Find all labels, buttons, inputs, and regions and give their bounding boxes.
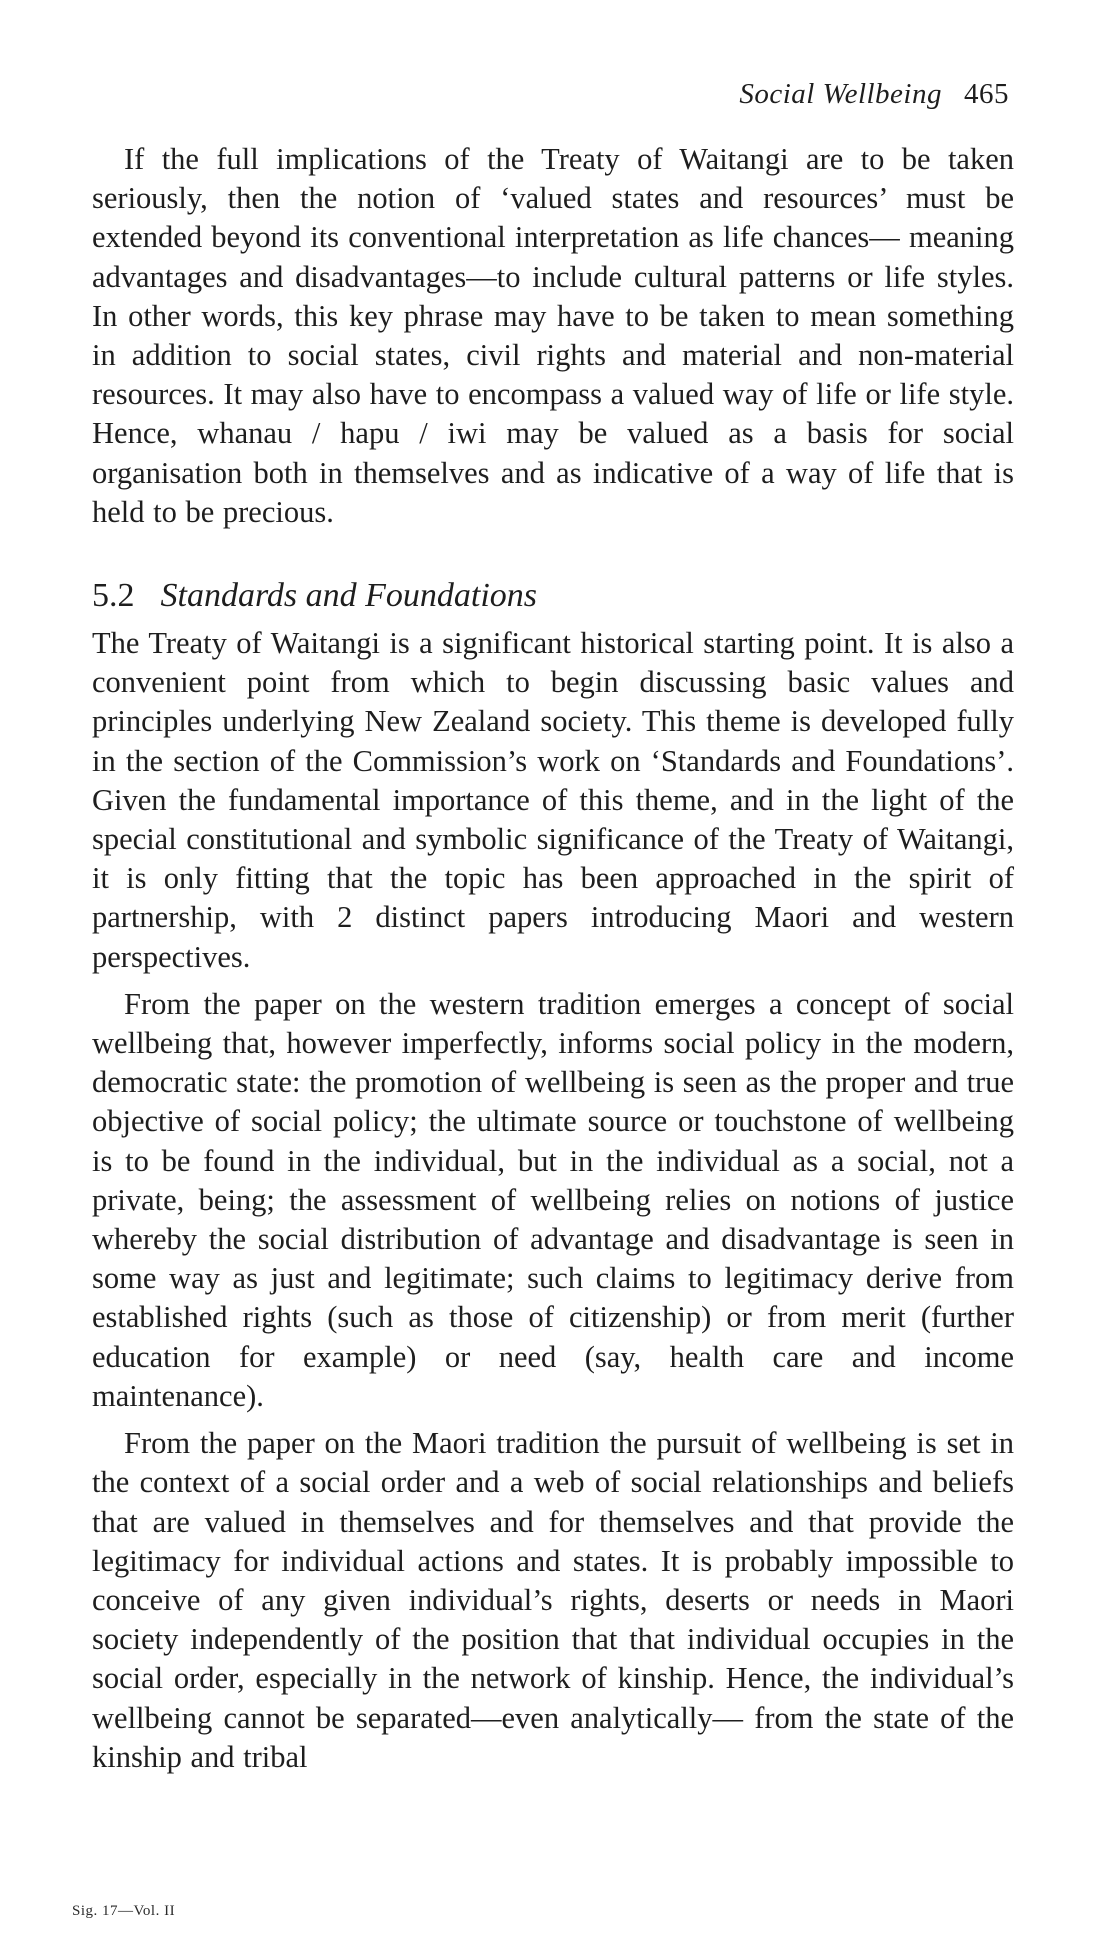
paragraph-maori-tradition: From the paper on the Maori tradition the pursuit of wellbeing is set in the context of a social order and a web of social relationships and beliefs that are valued in themselves and for themselves and that provide the legitimacy for individual actions and states. It is probably impossible to conceive of any given individual’s rights, deserts or needs in Maori society independently of the position that that individual occupies in the social order, especially in the network of kinship. Hence, the individual’s wellbeing cannot be separated—even analytically— from the state of the kinship and tribal [92,1426,1014,1774]
running-head-title: Social Wellbeing [739,78,942,110]
paragraph-western-tradition: From the paper on the western tradition emerges a concept of social wellbeing that, however imperfectly, informs social policy in the modern, democratic state: the promotion of wellbeing is seen as the proper and true objective of social policy; the ultimate source or touchstone of wellbeing is to be found in the individual, but in the individual as a social, not a private, being; the assessment of wellbeing relies on notions of justice whereby the social distribution of advantage and disadvantage is seen in some way as just and legitimate; such claims to legitimacy derive from established rights (such as those of citizenship) or from merit (further education for example) or need (say, health care and income maintenance). [92,986,1014,1413]
section-number: 5.2 [92,577,135,615]
section-heading [92,574,1014,618]
paragraph-standards: The Treaty of Waitangi is a significant historical starting point. It is also a convenient point from which to begin discussing basic values and principles underlying New Zealand society. This theme is developed fully in the section of the Commission’s work on ‘Standards and Foundations’. Given the fundamental importance of this theme, and in the light of the special constitutional and symbolic significance of the Treaty of Waitangi, it is only fitting that the topic has been approached in the spirit of partnership, with 2 distinct papers introducing Maori and western perspectives. [92,626,1014,974]
paragraph-intro: If the full implications of the Treaty of Waitangi are to be taken seriously, then the notion of ‘valued states and resources’ must be extended beyond its conventional interpretation as life chances— meaning advantages and disadvantages—to include cultural patterns or life styles. In other words, this key phrase may have to be taken to mean something in addition to social states, civil rights and material and non-material resources. It may also have to encompass a valued way of life or life style. Hence, whanau / hapu / iwi may be valued as a basis for social organisation both in themselves and as indicative of a way of life that is held to be precious. [92,142,1014,529]
page-number: 465 [964,78,1009,110]
section-title: Standards and Foundations [160,577,538,615]
running-head [739,78,1009,111]
signature-mark: Sig. 17—Vol. II [72,1903,176,1919]
body-text [92,140,1014,1777]
